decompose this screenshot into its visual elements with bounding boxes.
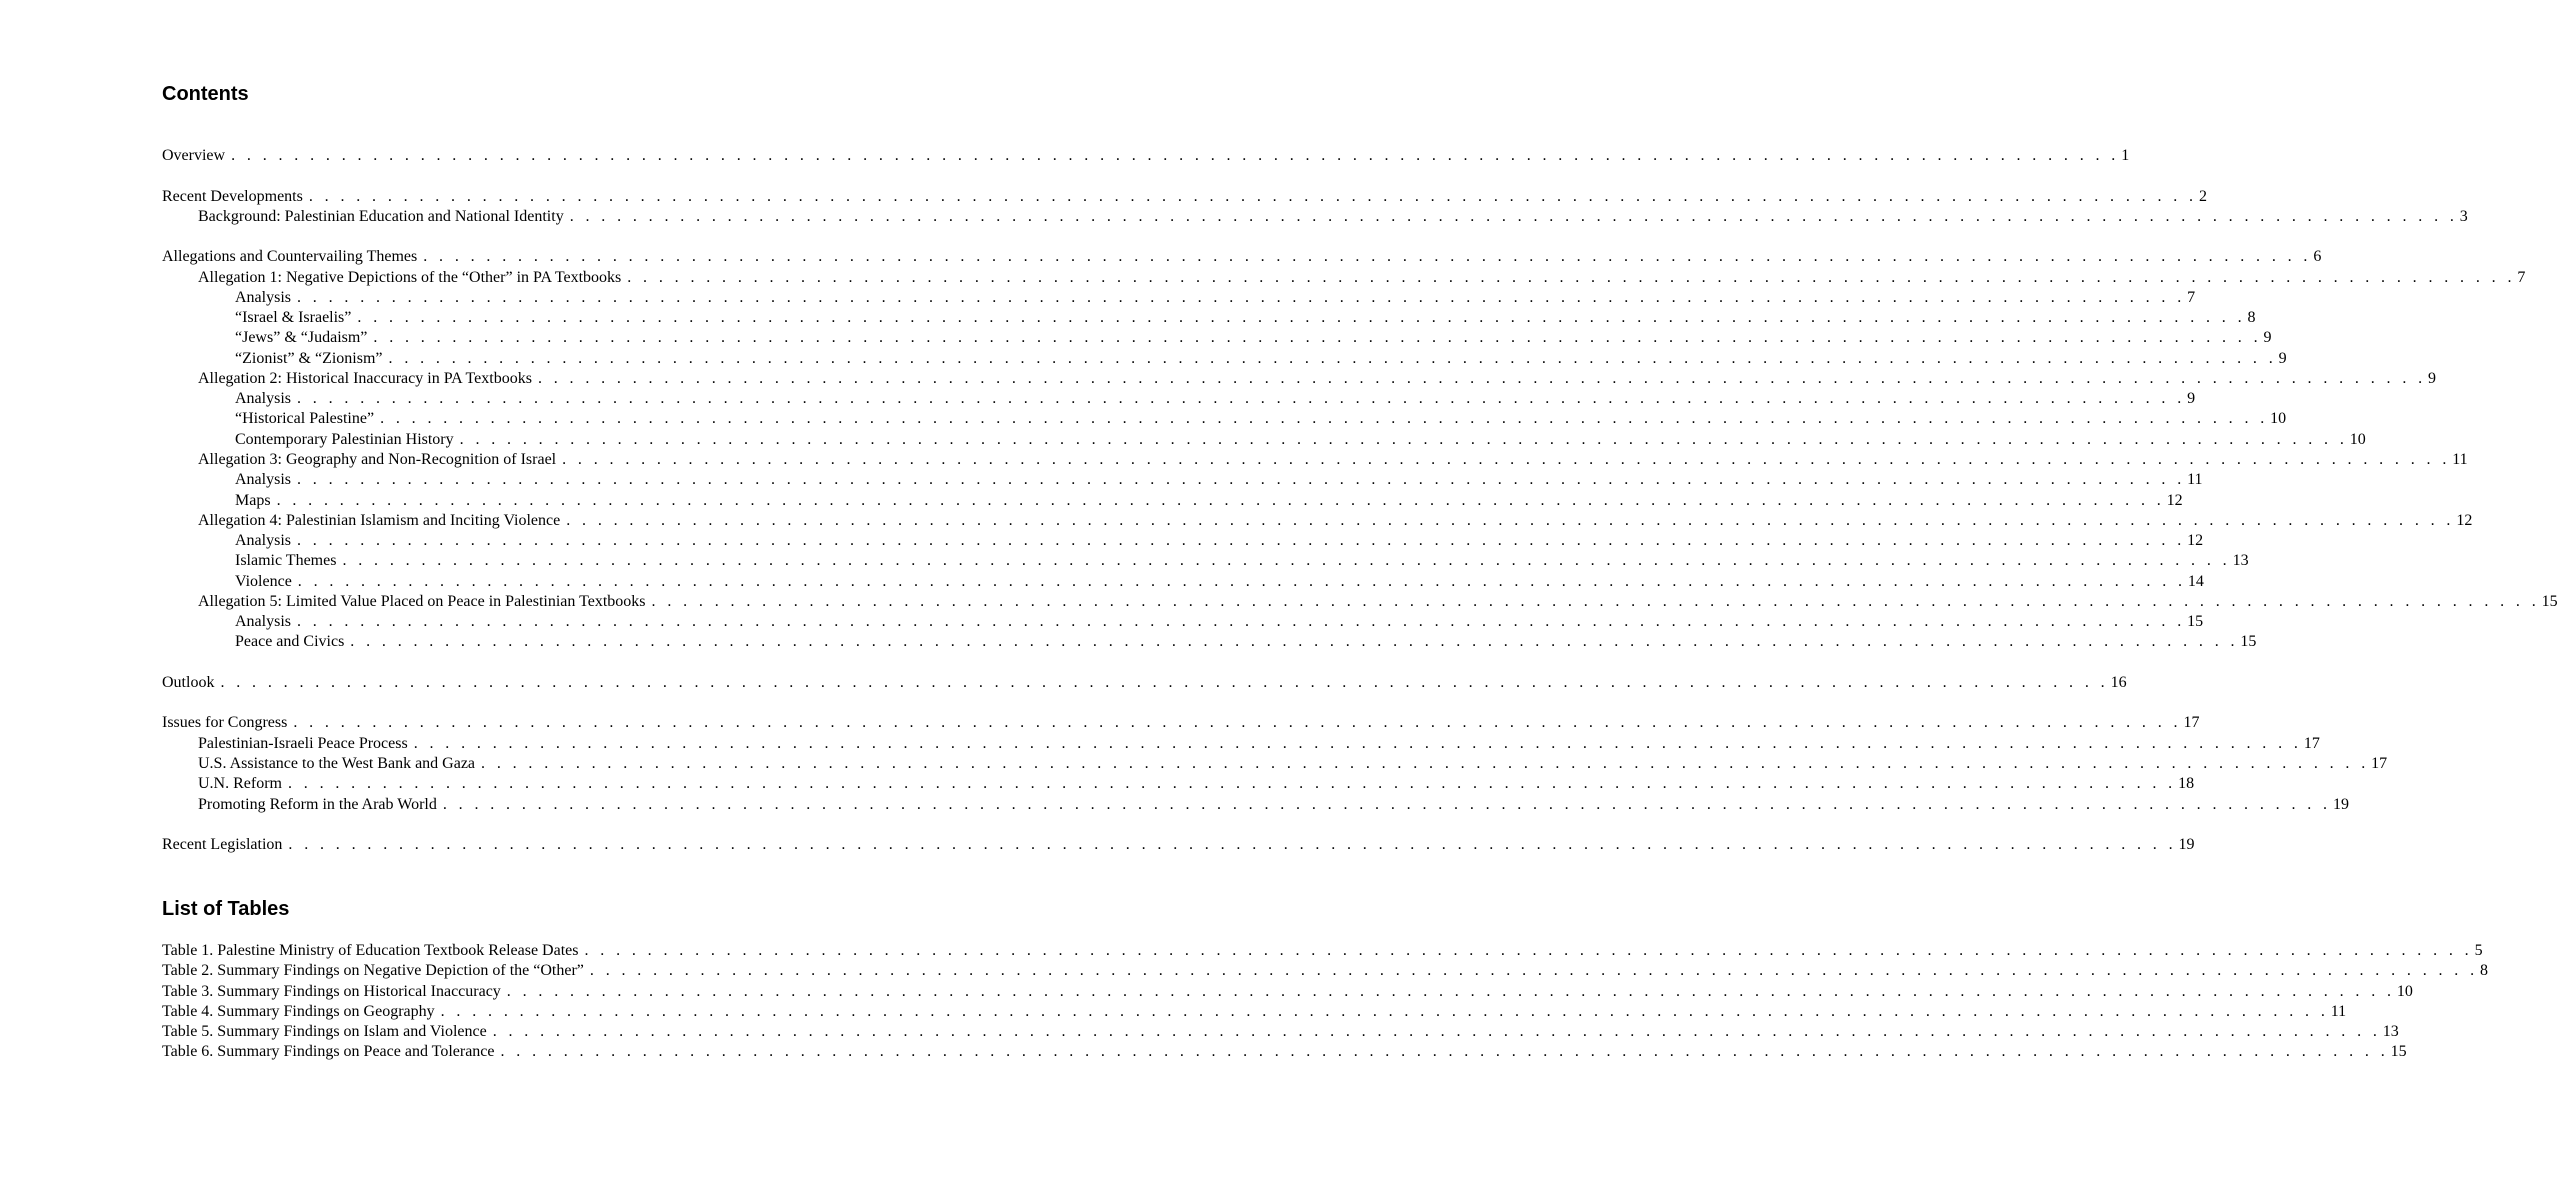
toc-page-number: 16: [2110, 673, 2127, 691]
contents-heading: Contents: [162, 83, 249, 105]
toc-dot-leader: . . . . . . . . . . . . . . . . . . . . . . . . . . . . . . . . . . . . . . . . . . . . . . . . . . . . . . . . . . . . . . . . . . . . . . . . . . . . . . . . . . . . . . . . . . . . . . . . . . . . . . . . . . . . . . . . . . . . . . . .: [500, 1043, 2389, 1061]
toc-entry: [162, 187, 2207, 207]
toc-entry: [162, 389, 2196, 409]
toc-entry: [162, 247, 2322, 267]
toc-entry: [162, 491, 2183, 511]
toc-page-number: 19: [2332, 795, 2349, 813]
toc-page-number: 13: [2382, 1023, 2399, 1041]
toc-entry: [162, 551, 2249, 571]
toc-dot-leader: . . . . . . . . . . . . . . . . . . . . . . . . . . . . . . . . . . . . . . . . . . . . . . . . . . . . . . . . . . . . . . . . . . . . . . . . . . . . . . . . . . . . . . . . . . . . . . . . . . . . . . . . . . . . . . . . . . . . . . . .: [287, 775, 2177, 793]
toc-entry: [162, 713, 2200, 733]
toc-entry: [162, 288, 2196, 308]
toc-entry-label: Allegation 5: Limited Value Placed on Peace in Palestinian Textbooks: [198, 592, 646, 610]
toc-entry-label: “Historical Palestine”: [235, 410, 375, 428]
toc-page-number: 17: [2183, 714, 2200, 732]
toc-page-number: 5: [2474, 942, 2483, 959]
toc-dot-leader: . . . . . . . . . . . . . . . . . . . . . . . . . . . . . . . . . . . . . . . . . . . . . . . . . . . . . . . . . . . . . . . . . . . . . . . . . . . . . . . . . . . . . . . . . . . . . . . . . . . . . . . . . . . . . . . . . . . . . . . .: [231, 147, 2120, 164]
toc-dot-leader: . . . . . . . . . . . . . . . . . . . . . . . . . . . . . . . . . . . . . . . . . . . . . . . . . . . . . . . . . . . . . . . . . . . . . . . . . . . . . . . . . . . . . . . . . . . . . . . . . . . . . . . . . . . . . . . . . . . . . . . .: [423, 248, 2312, 266]
toc-entry: [162, 511, 2473, 531]
toc-entry-label: Table 6. Summary Findings on Peace and Tolerance: [162, 1043, 495, 1061]
toc-page-number: 10: [2396, 982, 2413, 1000]
toc-entry-label: Table 5. Summary Findings on Islam and Violence: [162, 1023, 487, 1041]
toc-entry: [162, 349, 2287, 369]
toc-dot-leader: . . . . . . . . . . . . . . . . . . . . . . . . . . . . . . . . . . . . . . . . . . . . . . . . . . . . . . . . . . . . . . . . . . . . . . . . . . . . . . . . . . . . . . . . . . . . . . . . . . . . . . . . . . . . . . . . . . . . . . . .: [297, 471, 2186, 489]
toc-entry: [162, 450, 2468, 470]
toc-entry-label: Maps: [235, 491, 271, 509]
toc-entry-label: Recent Developments: [162, 187, 303, 205]
toc-dot-leader: . . . . . . . . . . . . . . . . . . . . . . . . . . . . . . . . . . . . . . . . . . . . . . . . . . . . . . . . . . . . . . . . . . . . . . . . . . . . . . . . . . . . . . . . . . . . . . . . . . . . . . . . . . . . . . . . . . . . . . . .: [481, 754, 2370, 772]
toc-dot-leader: . . . . . . . . . . . . . . . . . . . . . . . . . . . . . . . . . . . . . . . . . . . . . . . . . . . . . . . . . . . . . . . . . . . . . . . . . . . . . . . . . . . . . . . . . . . . . . . . . . . . . . . . . . . . . . . . . . . . . . . .: [589, 962, 2478, 980]
toc-dot-leader: . . . . . . . . . . . . . . . . . . . . . . . . . . . . . . . . . . . . . . . . . . . . . . . . . . . . . . . . . . . . . . . . . . . . . . . . . . . . . . . . . . . . . . . . . . . . . . . . . . . . . . . . . . . . . . . . . . . . . . . .: [380, 410, 2269, 428]
toc-entry: [162, 632, 2257, 652]
toc-entry: [162, 734, 2320, 754]
toc-entry-label: Analysis: [235, 390, 291, 408]
toc-entry-label: Analysis: [235, 471, 291, 489]
toc-page-number: 3: [2459, 207, 2468, 225]
toc-entry: [162, 268, 2526, 288]
toc-page-number: 8: [2247, 309, 2256, 327]
toc-dot-leader: . . . . . . . . . . . . . . . . . . . . . . . . . . . . . . . . . . . . . . . . . . . . . . . . . . . . . . . . . . . . . . . . . . . . . . . . . . . . . . . . . . . . . . . . . . . . . . . . . . . . . . . . . . . . . . . . . . . . . . . .: [297, 532, 2186, 550]
toc-entry-label: U.S. Assistance to the West Bank and Gaza: [198, 754, 476, 772]
toc-entry: [162, 961, 2488, 981]
toc-entry: [162, 1022, 2399, 1042]
toc-page-number: 1: [2121, 147, 2130, 164]
toc-page-number: 7: [2517, 268, 2526, 286]
toc-page-number: 11: [2330, 1002, 2347, 1020]
toc-entry-label: Issues for Congress: [162, 714, 288, 732]
toc-dot-leader: . . . . . . . . . . . . . . . . . . . . . . . . . . . . . . . . . . . . . . . . . . . . . . . . . . . . . . . . . . . . . . . . . . . . . . . . . . . . . . . . . . . . . . . . . . . . . . . . . . . . . . . . . . . . . . . . . . . . . . . .: [537, 369, 2427, 387]
toc-entry-label: “Israel & Israelis”: [235, 309, 352, 327]
toc-page-number: 15: [2240, 633, 2257, 651]
toc-entry-label: Analysis: [235, 532, 291, 550]
toc-entry: [162, 207, 2468, 227]
toc-page-number: 9: [2187, 390, 2196, 408]
toc-page-number: 15: [2187, 613, 2204, 631]
toc-entry: [162, 572, 2204, 592]
toc-entry: [162, 430, 2366, 450]
toc-entry-label: Promoting Reform in the Arab World: [198, 795, 437, 813]
toc-entry: [162, 409, 2287, 429]
toc-entry-label: Islamic Themes: [235, 552, 337, 570]
toc-entry: [162, 1042, 2407, 1062]
toc-entry: [162, 941, 2483, 961]
toc-entry-label: Background: Palestinian Education and National Identity: [198, 207, 564, 225]
toc-page-number: 6: [2313, 248, 2322, 266]
toc-entry: [162, 369, 2437, 389]
toc-page-number: 14: [2187, 572, 2204, 590]
toc-dot-leader: . . . . . . . . . . . . . . . . . . . . . . . . . . . . . . . . . . . . . . . . . . . . . . . . . . . . . . . . . . . . . . . . . . . . . . . . . . . . . . . . . . . . . . . . . . . . . . . . . . . . . . . . . . . . . . . . . . . . . . . .: [388, 349, 2277, 367]
toc-dot-leader: . . . . . . . . . . . . . . . . . . . . . . . . . . . . . . . . . . . . . . . . . . . . . . . . . . . . . . . . . . . . . . . . . . . . . . . . . . . . . . . . . . . . . . . . . . . . . . . . . . . . . . . . . . . . . . . . . . . . . . . .: [506, 982, 2395, 1000]
toc-dot-leader: . . . . . . . . . . . . . . . . . . . . . . . . . . . . . . . . . . . . . . . . . . . . . . . . . . . . . . . . . . . . . . . . . . . . . . . . . . . . . . . . . . . . . . . . . . . . . . . . . . . . . . . . . . . . . . . . . . . . . . . .: [373, 329, 2262, 347]
toc-entry-label: U.N. Reform: [198, 775, 282, 793]
toc-page-number: 7: [2187, 288, 2196, 306]
toc-entry-label: Palestinian-Israeli Peace Process: [198, 734, 408, 752]
toc-dot-leader: . . . . . . . . . . . . . . . . . . . . . . . . . . . . . . . . . . . . . . . . . . . . . . . . . . . . . . . . . . . . . . . . . . . . . . . . . . . . . . . . . . . . . . . . . . . . . . . . . . . . . . . . . . . . . . . . . . . . . . . .: [492, 1023, 2381, 1041]
toc-page-number: 12: [2187, 532, 2204, 550]
toc-page-number: 8: [2480, 962, 2488, 980]
toc-page-number: 12: [2166, 491, 2183, 509]
toc-entry: [162, 982, 2413, 1002]
list-of-tables-heading: List of Tables: [162, 898, 290, 920]
toc-entry-label: Table 2. Summary Findings on Negative Depiction of the “Other”: [162, 962, 584, 980]
toc-entry: [162, 835, 2195, 855]
toc-entry: [162, 673, 2127, 693]
toc-entry-label: Table 1. Palestine Ministry of Education Textbook Release Dates: [162, 942, 579, 959]
toc-entry-label: Overview: [162, 147, 226, 164]
toc-dot-leader: . . . . . . . . . . . . . . . . . . . . . . . . . . . . . . . . . . . . . . . . . . . . . . . . . . . . . . . . . . . . . . . . . . . . . . . . . . . . . . . . . . . . . . . . . . . . . . . . . . . . . . . . . . . . . . . . . . . . . . . .: [220, 673, 2109, 691]
toc-entry-label: Outlook: [162, 673, 215, 691]
toc-entry: [162, 531, 2204, 551]
toc-entry: [162, 754, 2388, 774]
toc-entry: [162, 774, 2195, 794]
toc-dot-leader: . . . . . . . . . . . . . . . . . . . . . . . . . . . . . . . . . . . . . . . . . . . . . . . . . . . . . . . . . . . . . . . . . . . . . . . . . . . . . . . . . . . . . . . . . . . . . . . . . . . . . . . . . . . . . . . . . . . . . . . .: [297, 288, 2186, 306]
toc-entry-label: Peace and Civics: [235, 633, 345, 651]
toc-entry-label: “Zionist” & “Zionism”: [235, 349, 383, 367]
toc-entry-label: Allegation 3: Geography and Non-Recognition of Israel: [198, 450, 557, 468]
toc-entry-label: Contemporary Palestinian History: [235, 430, 454, 448]
toc-page-number: 15: [2390, 1043, 2407, 1061]
toc-dot-leader: . . . . . . . . . . . . . . . . . . . . . . . . . . . . . . . . . . . . . . . . . . . . . . . . . . . . . . . . . . . . . . . . . . . . . . . . . . . . . . . . . . . . . . . . . . . . . . . . . . . . . . . . . . . . . . . . . . . . . . . .: [297, 390, 2186, 408]
toc-entry: [162, 308, 2256, 328]
toc-entry: [162, 592, 2558, 612]
toc-entry-label: Allegation 1: Negative Depictions of the “Other” in PA Textbooks: [198, 268, 622, 286]
toc-entry-label: Table 3. Summary Findings on Historical Inaccuracy: [162, 982, 501, 1000]
toc-page-number: 12: [2456, 511, 2473, 529]
toc-entry-label: Allegations and Countervailing Themes: [162, 248, 418, 266]
toc-dot-leader: . . . . . . . . . . . . . . . . . . . . . . . . . . . . . . . . . . . . . . . . . . . . . . . . . . . . . . . . . . . . . . . . . . . . . . . . . . . . . . . . . . . . . . . . . . . . . . . . . . . . . . . . . . . . . . . . . . . . . . . .: [440, 1002, 2329, 1020]
toc-entry: [162, 795, 2349, 815]
toc-dot-leader: . . . . . . . . . . . . . . . . . . . . . . . . . . . . . . . . . . . . . . . . . . . . . . . . . . . . . . . . . . . . . . . . . . . . . . . . . . . . . . . . . . . . . . . . . . . . . . . . . . . . . . . . . . . . . . . . . . . . . . . .: [342, 552, 2231, 570]
toc-page-number: 9: [2278, 349, 2287, 367]
toc-dot-leader: . . . . . . . . . . . . . . . . . . . . . . . . . . . . . . . . . . . . . . . . . . . . . . . . . . . . . . . . . . . . . . . . . . . . . . . . . . . . . . . . . . . . . . . . . . . . . . . . . . . . . . . . . . . . . . . . . . . . . . . .: [584, 942, 2473, 959]
toc-entry-label: Violence: [235, 572, 292, 590]
toc-entry-label: Allegation 4: Palestinian Islamism and Inciting Violence: [198, 511, 561, 529]
toc-dot-leader: . . . . . . . . . . . . . . . . . . . . . . . . . . . . . . . . . . . . . . . . . . . . . . . . . . . . . . . . . . . . . . . . . . . . . . . . . . . . . . . . . . . . . . . . . . . . . . . . . . . . . . . . . . . . . . . . . . . . . . . .: [350, 633, 2239, 651]
toc-dot-leader: . . . . . . . . . . . . . . . . . . . . . . . . . . . . . . . . . . . . . . . . . . . . . . . . . . . . . . . . . . . . . . . . . . . . . . . . . . . . . . . . . . . . . . . . . . . . . . . . . . . . . . . . . . . . . . . . . . . . . . . .: [566, 511, 2455, 529]
toc-dot-leader: . . . . . . . . . . . . . . . . . . . . . . . . . . . . . . . . . . . . . . . . . . . . . . . . . . . . . . . . . . . . . . . . . . . . . . . . . . . . . . . . . . . . . . . . . . . . . . . . . . . . . . . . . . . . . . . . . . . . . . . .: [288, 836, 2177, 854]
toc-dot-leader: . . . . . . . . . . . . . . . . . . . . . . . . . . . . . . . . . . . . . . . . . . . . . . . . . . . . . . . . . . . . . . . . . . . . . . . . . . . . . . . . . . . . . . . . . . . . . . . . . . . . . . . . . . . . . . . . . . . . . . . .: [651, 592, 2540, 610]
toc-dot-leader: . . . . . . . . . . . . . . . . . . . . . . . . . . . . . . . . . . . . . . . . . . . . . . . . . . . . . . . . . . . . . . . . . . . . . . . . . . . . . . . . . . . . . . . . . . . . . . . . . . . . . . . . . . . . . . . . . . . . . . . .: [308, 187, 2197, 205]
toc-entry-label: Analysis: [235, 288, 291, 306]
toc-entry-label: Allegation 2: Historical Inaccuracy in PA Textbooks: [198, 369, 532, 387]
toc-page-number: 9: [2263, 329, 2272, 347]
toc-dot-leader: . . . . . . . . . . . . . . . . . . . . . . . . . . . . . . . . . . . . . . . . . . . . . . . . . . . . . . . . . . . . . . . . . . . . . . . . . . . . . . . . . . . . . . . . . . . . . . . . . . . . . . . . . . . . . . . . . . . . . . . .: [442, 795, 2331, 813]
toc-page-number: 10: [2270, 410, 2287, 428]
toc-dot-leader: . . . . . . . . . . . . . . . . . . . . . . . . . . . . . . . . . . . . . . . . . . . . . . . . . . . . . . . . . . . . . . . . . . . . . . . . . . . . . . . . . . . . . . . . . . . . . . . . . . . . . . . . . . . . . . . . . . . . . . . .: [276, 491, 2165, 509]
list-of-tables: [162, 941, 2488, 1063]
toc-dot-leader: . . . . . . . . . . . . . . . . . . . . . . . . . . . . . . . . . . . . . . . . . . . . . . . . . . . . . . . . . . . . . . . . . . . . . . . . . . . . . . . . . . . . . . . . . . . . . . . . . . . . . . . . . . . . . . . . . . . . . . . .: [357, 309, 2246, 327]
toc-entry: [162, 470, 2203, 490]
toc-page-number: 18: [2178, 775, 2195, 793]
toc-dot-leader: . . . . . . . . . . . . . . . . . . . . . . . . . . . . . . . . . . . . . . . . . . . . . . . . . . . . . . . . . . . . . . . . . . . . . . . . . . . . . . . . . . . . . . . . . . . . . . . . . . . . . . . . . . . . . . . . . . . . . . . .: [459, 430, 2348, 448]
toc-dot-leader: . . . . . . . . . . . . . . . . . . . . . . . . . . . . . . . . . . . . . . . . . . . . . . . . . . . . . . . . . . . . . . . . . . . . . . . . . . . . . . . . . . . . . . . . . . . . . . . . . . . . . . . . . . . . . . . . . . . . . . . .: [562, 450, 2451, 468]
toc-page-number: 17: [2303, 734, 2320, 752]
toc-page-number: 13: [2232, 552, 2249, 570]
toc-dot-leader: . . . . . . . . . . . . . . . . . . . . . . . . . . . . . . . . . . . . . . . . . . . . . . . . . . . . . . . . . . . . . . . . . . . . . . . . . . . . . . . . . . . . . . . . . . . . . . . . . . . . . . . . . . . . . . . . . . . . . . . .: [293, 714, 2182, 732]
toc-entry-label: Analysis: [235, 613, 291, 631]
toc-entry-label: “Jews” & “Judaism”: [235, 329, 368, 347]
toc-page-number: 11: [2452, 450, 2468, 468]
toc-entry-label: Recent Legislation: [162, 836, 283, 854]
toc-page-number: 10: [2349, 430, 2366, 448]
toc-page-number: 17: [2371, 754, 2388, 772]
toc-page-number: 9: [2428, 369, 2437, 387]
toc-page-number: 15: [2541, 592, 2558, 610]
toc-dot-leader: . . . . . . . . . . . . . . . . . . . . . . . . . . . . . . . . . . . . . . . . . . . . . . . . . . . . . . . . . . . . . . . . . . . . . . . . . . . . . . . . . . . . . . . . . . . . . . . . . . . . . . . . . . . . . . . . . . . . . . . .: [413, 734, 2302, 752]
toc-page-number: 2: [2198, 187, 2207, 205]
contents-list: [162, 146, 2558, 855]
toc-entry: [162, 612, 2204, 632]
toc-dot-leader: . . . . . . . . . . . . . . . . . . . . . . . . . . . . . . . . . . . . . . . . . . . . . . . . . . . . . . . . . . . . . . . . . . . . . . . . . . . . . . . . . . . . . . . . . . . . . . . . . . . . . . . . . . . . . . . . . . . . . . . .: [297, 572, 2186, 590]
toc-page-number: 11: [2187, 471, 2203, 489]
toc-dot-leader: . . . . . . . . . . . . . . . . . . . . . . . . . . . . . . . . . . . . . . . . . . . . . . . . . . . . . . . . . . . . . . . . . . . . . . . . . . . . . . . . . . . . . . . . . . . . . . . . . . . . . . . . . . . . . . . . . . . . . . . .: [627, 268, 2516, 286]
toc-dot-leader: . . . . . . . . . . . . . . . . . . . . . . . . . . . . . . . . . . . . . . . . . . . . . . . . . . . . . . . . . . . . . . . . . . . . . . . . . . . . . . . . . . . . . . . . . . . . . . . . . . . . . . . . . . . . . . . . . . . . . . . .: [297, 613, 2186, 631]
toc-entry: [162, 328, 2272, 348]
toc-dot-leader: . . . . . . . . . . . . . . . . . . . . . . . . . . . . . . . . . . . . . . . . . . . . . . . . . . . . . . . . . . . . . . . . . . . . . . . . . . . . . . . . . . . . . . . . . . . . . . . . . . . . . . . . . . . . . . . . . . . . . . . .: [569, 207, 2458, 225]
toc-page-number: 19: [2178, 836, 2195, 854]
toc-entry-label: Table 4. Summary Findings on Geography: [162, 1002, 435, 1020]
toc-entry: [162, 146, 2130, 166]
toc-entry: [162, 1002, 2347, 1022]
